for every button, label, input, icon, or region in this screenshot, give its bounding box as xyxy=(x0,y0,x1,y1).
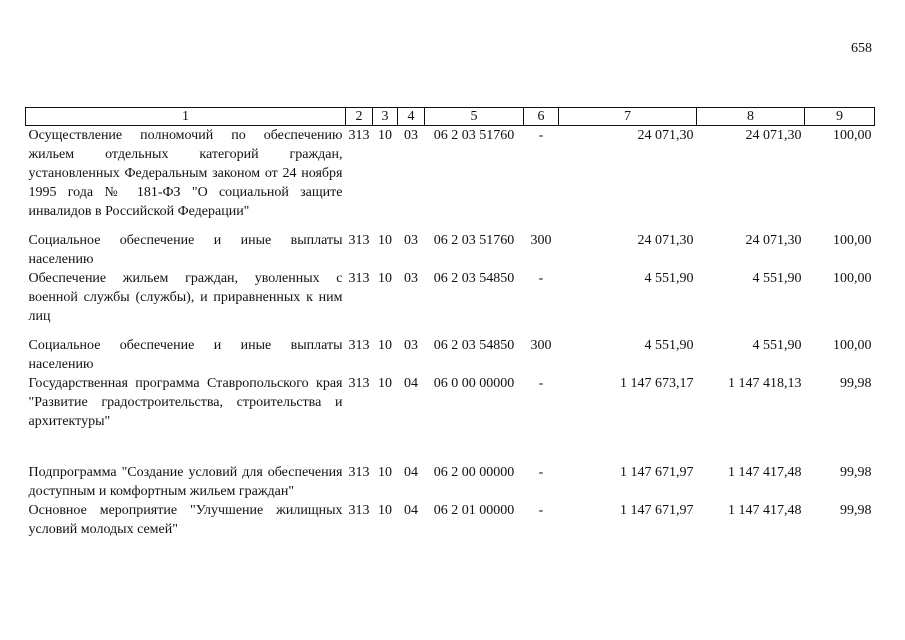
cell-col7: 24 071,30 xyxy=(637,128,694,143)
cell-col4: 04 xyxy=(404,503,418,518)
header-cell-8: 8 xyxy=(697,108,805,126)
cell-col9: 100,00 xyxy=(833,128,872,143)
cell-col9: 100,00 xyxy=(833,233,872,248)
cell-col6: - xyxy=(538,376,544,391)
row-name: Социальное обеспечение и иные выплаты населению xyxy=(28,233,343,267)
cell-col2: 313 xyxy=(348,233,370,248)
header-cell-2: 2 xyxy=(346,108,373,126)
cell-col2: 313 xyxy=(348,465,370,480)
cell-col7: 1 147 673,17 xyxy=(620,376,694,391)
header-cell-4: 4 xyxy=(398,108,425,126)
cell-col9: 99,98 xyxy=(840,465,872,480)
cell-col6: - xyxy=(538,503,544,518)
cell-col2: 313 xyxy=(348,376,370,391)
cell-col8: 4 551,90 xyxy=(752,271,802,286)
cell-col4: 04 xyxy=(404,376,418,391)
header-cell-7: 7 xyxy=(559,108,697,126)
table-row xyxy=(26,374,875,463)
cell-col7: 1 147 671,97 xyxy=(620,503,694,518)
cell-col9: 99,98 xyxy=(840,503,872,518)
cell-col4: 03 xyxy=(404,128,418,143)
cell-col5: 06 2 03 54850 xyxy=(433,271,515,286)
cell-col8: 24 071,30 xyxy=(745,128,802,143)
cell-col3: 10 xyxy=(378,128,392,143)
cell-col7: 24 071,30 xyxy=(637,233,694,248)
cell-col8: 24 071,30 xyxy=(745,233,802,248)
cell-col2: 313 xyxy=(348,271,370,286)
cell-col5: 06 2 03 54850 xyxy=(433,338,515,353)
cell-col9: 99,98 xyxy=(840,376,872,391)
cell-col5: 06 2 03 51760 xyxy=(433,233,515,248)
cell-col5: 06 2 01 00000 xyxy=(433,503,515,518)
table-row xyxy=(26,231,875,269)
cell-col9: 100,00 xyxy=(833,271,872,286)
cell-col3: 10 xyxy=(378,465,392,480)
cell-col2: 313 xyxy=(348,128,370,143)
budget-table xyxy=(25,107,875,539)
cell-col5: 06 2 03 51760 xyxy=(433,128,515,143)
cell-col2: 313 xyxy=(348,338,370,353)
cell-col4: 03 xyxy=(404,233,418,248)
cell-col2: 313 xyxy=(348,503,370,518)
cell-col3: 10 xyxy=(378,233,392,248)
table-row xyxy=(26,126,875,232)
row-name: Социальное обеспечение и иные выплаты населению xyxy=(28,338,343,372)
cell-col8: 1 147 417,48 xyxy=(728,465,802,480)
header-cell-3: 3 xyxy=(373,108,398,126)
cell-col3: 10 xyxy=(378,338,392,353)
cell-col7: 4 551,90 xyxy=(644,271,694,286)
cell-col4: 03 xyxy=(404,271,418,286)
header-cell-9: 9 xyxy=(805,108,875,126)
cell-col6: - xyxy=(538,465,544,480)
header-cell-5: 5 xyxy=(425,108,524,126)
cell-col7: 4 551,90 xyxy=(644,338,694,353)
header-cell-6: 6 xyxy=(524,108,559,126)
cell-col6: 300 xyxy=(530,338,552,353)
cell-col7: 1 147 671,97 xyxy=(620,465,694,480)
cell-col4: 04 xyxy=(404,465,418,480)
cell-col5: 06 0 00 00000 xyxy=(433,376,515,391)
cell-col8: 1 147 418,13 xyxy=(728,376,802,391)
cell-col3: 10 xyxy=(378,376,392,391)
page-number: 658 xyxy=(851,41,872,56)
header-cell-1: 1 xyxy=(26,108,346,126)
row-name: Подпрограмма "Создание условий для обеспечения доступным и комфортным жильем граждан" xyxy=(28,465,343,499)
table-row xyxy=(26,336,875,374)
cell-col4: 03 xyxy=(404,338,418,353)
cell-col3: 10 xyxy=(378,503,392,518)
table-row xyxy=(26,501,875,539)
cell-col6: - xyxy=(538,128,544,143)
table-row xyxy=(26,463,875,501)
cell-col8: 1 147 417,48 xyxy=(728,503,802,518)
cell-col8: 4 551,90 xyxy=(752,338,802,353)
row-name: Основное мероприятие "Улучшение жилищных условий молодых семей" xyxy=(28,503,343,537)
cell-col9: 100,00 xyxy=(833,338,872,353)
table-row xyxy=(26,269,875,336)
row-name: Обеспечение жильем граждан, уволенных с военной службы (службы), и приравненных к ним лиц xyxy=(28,271,343,324)
row-name: Государственная программа Ставропольского края "Развитие градостроительства, строительства и архитектуры" xyxy=(28,376,343,429)
cell-col3: 10 xyxy=(378,271,392,286)
row-name: Осуществление полномочий по обеспечению жильем отдельных категорий граждан, установленных Федеральным законом от 24 ноября 1995 года № 181-ФЗ "О социальной защите инвалидов в Российской Федерации" xyxy=(28,128,343,219)
cell-col6: 300 xyxy=(530,233,552,248)
cell-col5: 06 2 00 00000 xyxy=(433,465,515,480)
header-row xyxy=(26,108,875,126)
cell-col6: - xyxy=(538,271,544,286)
